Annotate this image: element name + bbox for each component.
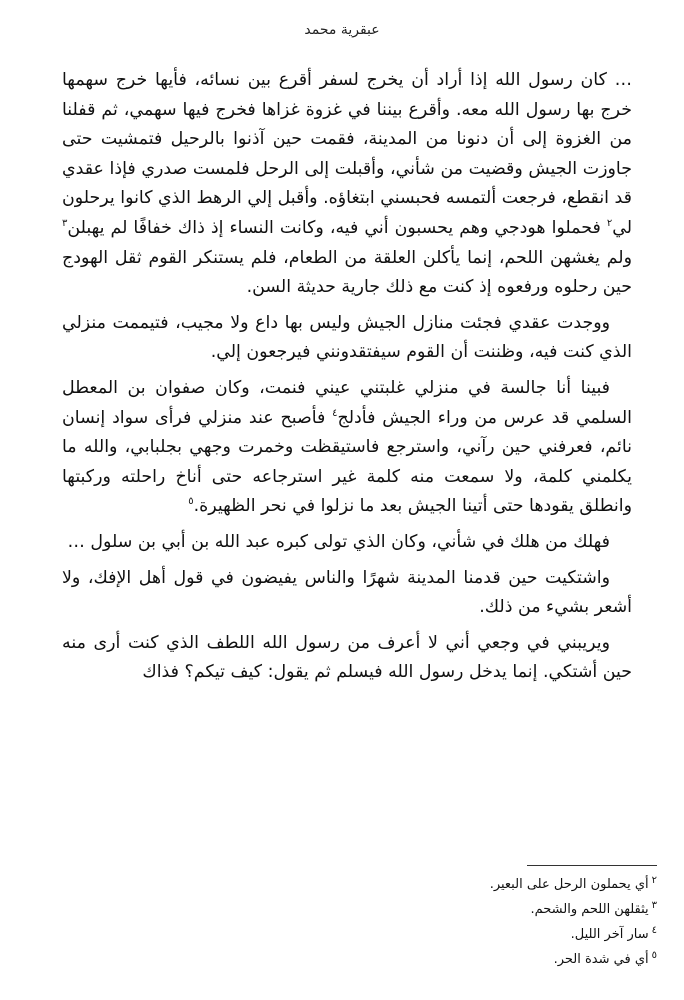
paragraph-4: فهلك من هلك في شأني، وكان الذي تولى كبره عبد الله بن أبي بن سلول … — [67, 531, 610, 552]
footnote-text: أي في شدة الحر. — [553, 952, 649, 967]
footnote-divider — [527, 865, 657, 866]
footnote-3 — [77, 897, 657, 922]
paragraph-1-part-a: … كان رسول الله إذا أراد أن يخرج لسفر أقرع بين نسائه، فأيها خرج سهمها خرج بها رسول الله معه. وأقرع بيننا في غزوة غزاها فخرج فيها سهمي، ثم قفلنا من الغزوة إلى أن دنونا من المدينة، فقمت حين آذنوا بالرحيل فتمشيت حتى جاوزت الجيش وقضيت من شأني، وأقبلت إلى الرحل فلمست صدري فإذا عقدي قد انقطع، فرجعت ألتمسه فحبسني ابتغاؤه. وأقبل إلي الرهط الذي كانوا يرحلون لي — [62, 70, 632, 238]
footnote-number: ٣ — [651, 899, 657, 911]
running-header: عبقرية محمد — [304, 22, 380, 38]
footnote-number: ٢ — [651, 874, 657, 886]
paragraph-6: ويريبني في وجعي أني لا أعرف من رسول الله اللطف الذي كنت أرى منه حين أشتكي. إنما يدخل رسول الله فيسلم ثم يقول: كيف تيكم؟ فذاك — [62, 632, 632, 683]
paragraph-3-part-b: فأصبح عند منزلي فرأى سواد إنسان نائم، فعرفني حين رآني، واسترجع فاستيقظت وخمرت وجهي بجلبابي، والله ما يكلمني كلمة، ولا سمعت منه كلمة غير استرجاعه حتى أناخ راحلته وركبتها وانطلق يقودها حتى أتينا الجيش بعد ما نزلوا في نحر الظهيرة. — [62, 407, 632, 517]
footnote-2 — [77, 872, 657, 897]
footnote-4 — [77, 922, 657, 947]
paragraph-3 — [62, 374, 632, 522]
footnote-ref-3: ٣ — [62, 218, 68, 230]
footnotes — [77, 872, 657, 972]
paragraph-1 — [62, 66, 632, 303]
footnote-text: سار آخر الليل. — [570, 927, 649, 942]
footnote-5 — [77, 947, 657, 972]
body-text — [62, 66, 632, 694]
footnote-ref-5: ٥ — [188, 496, 194, 508]
footnote-number: ٥ — [651, 949, 657, 961]
footnote-ref-2: ٢ — [606, 218, 613, 230]
footnote-number: ٤ — [651, 924, 657, 936]
paragraph-3-part-a: فبينا أنا جالسة في منزلي غلبتني عيني فنمت، وكان صفوان بن المعطل السلمي قد عرس من وراء الجيش فأدلج — [62, 377, 632, 428]
footnote-ref-4: ٤ — [332, 407, 338, 419]
footnote-text: أي يحملون الرحل على البعير. — [489, 877, 649, 892]
footnote-text: يثقلهن اللحم والشحم. — [530, 902, 649, 917]
paragraph-1-part-b: فحملوا هودجي وهم يحسبون أني فيه، وكانت النساء إذ ذاك خفافًا لم يهبلن — [67, 217, 607, 238]
paragraph-1-part-c: ولم يغشهن اللحم، إنما يأكلن العلقة من الطعام، فلم يستنكر القوم ثقل الهودج حين رحلوه ورفعوه إذ كنت مع ذلك جارية حديثة السن. — [62, 247, 632, 298]
paragraph-2: ووجدت عقدي فجئت منازل الجيش وليس بها داع ولا مجيب، فتيممت منزلي الذي كنت فيه، وظننت أن القوم سيفتقدونني فيرجعون إلي. — [62, 312, 632, 363]
paragraph-5: واشتكيت حين قدمنا المدينة شهرًا والناس يفيضون في قول أهل الإفك، ولا أشعر بشيء من ذلك. — [62, 567, 632, 618]
